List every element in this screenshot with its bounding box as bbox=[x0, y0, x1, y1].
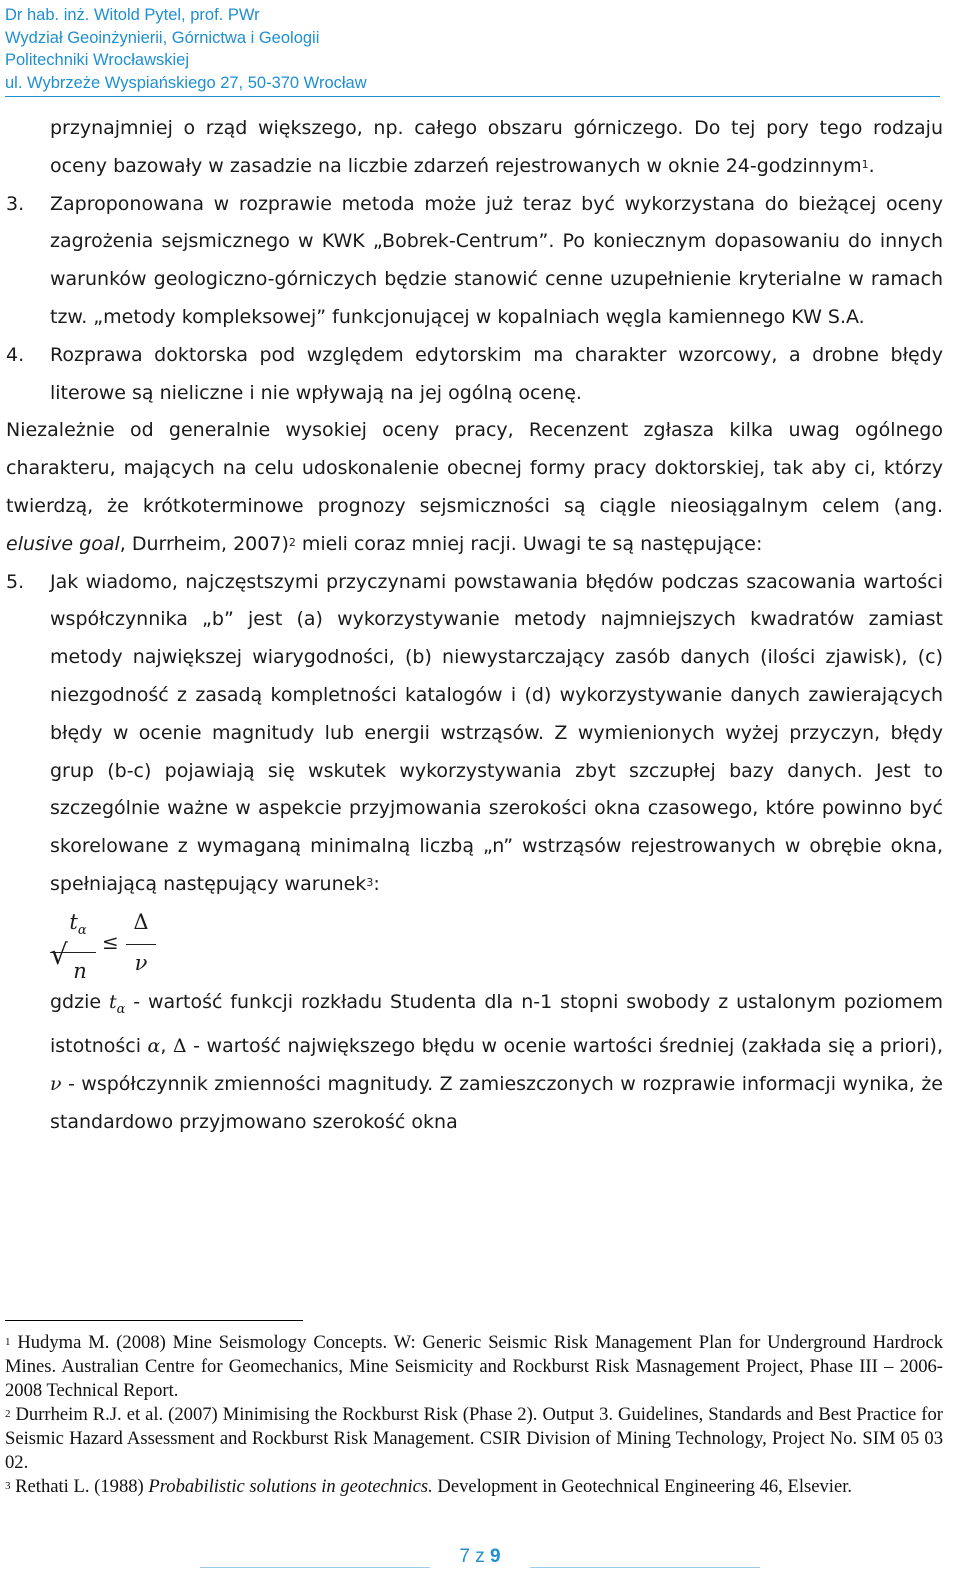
list-number: 3. bbox=[6, 192, 25, 215]
address: ul. Wybrzeże Wyspiańskiego 27, 50-370 Wrocław bbox=[5, 73, 367, 92]
general-remarks-paragraph: Niezależnie od generalnie wysokiej oceny pracy, Recenzent zgłasza kilka uwag ogólnego charakteru, mających na celu udoskonalenie obecnej formy pracy doktorskiej, tak aby ci, którzy twierdzą, że krótkoterminowe prognozy sejsmiczności są ciągle nieosiągalnym celem (ang. elusive goal, Durrheim, 2007)$^2$ mieli coraz mniej racji. Uwagi te są następujące: bbox=[6, 419, 943, 555]
list-number: 5. bbox=[6, 570, 25, 593]
inequality-formula bbox=[50, 904, 960, 984]
list-item-text: Rozprawa doktorska pod względem edytorskim ma charakter wzorcowy, a drobne błędy literowe są nieliczne i nie wpływają na jej ogólną ocenę. bbox=[50, 343, 943, 404]
faculty-name: Wydział Geoinżynierii, Górnictwa i Geologii bbox=[5, 28, 320, 47]
list-item-text: Zaproponowana w rozprawie metoda może już teraz być wykorzystana do bieżącej oceny zagrożenia sejsmicznego w KWK „Bobrek-Centrum”. Po koniecznym dopasowaniu do innych warunków geologiczno-górniczych będzie stanowić cenne uzupełnienie kryterialne w ramach tzw. „metody kompleksowej” funkcjonującej w kopalniach węgla kamiennego KW S.A. bbox=[50, 192, 943, 328]
page-number: 7 z 9 bbox=[459, 1546, 501, 1567]
formula-left-fraction: $t_\alpha$ n bbox=[50, 904, 96, 991]
formula-right-fraction: Δ ν bbox=[126, 904, 156, 983]
footnote-2: $^2$ Durrheim R.J. et al. (2007) Minimising the Rockburst Risk (Phase 2). Output 3. Guidelines, Standards and Best Practice for Seismic Hazard Assessment and Rockburst Risk Management. CSIR Division of Mining Technology, Project No. SIM 05 03 02. bbox=[5, 1404, 943, 1473]
footnote-3: $^3$ Rethati L. (1988) Probabilistic solutions in geotechnics. Development in Geotechnical Engineering 46, Elsevier. bbox=[5, 1476, 853, 1497]
university-name: Politechniki Wrocławskiej bbox=[5, 51, 190, 69]
footnote-ref[interactable]: 2 bbox=[288, 535, 296, 549]
header-divider bbox=[5, 96, 940, 97]
footnote-1: $^1$ Hudyma M. (2008) Mine Seismology Concepts. W: Generic Seismic Risk Management Plan for Underground Hardrock Mines. Australian Centre for Geomechanics, Mine Seismicity and Rockburst Risk Masnagement Project, Phase III – 2006-2008 Technical Report. bbox=[5, 1332, 943, 1401]
list-item-3 bbox=[0, 186, 960, 337]
list-item-text: Jak wiadomo, najczęstszymi przyczynami powstawania błędów podczas szacowania wartości współczynnika „b” jest (a) wykorzystywanie metody najmniejszych kwadratów zamiast metody największej wiarygodności, (b) niewystarczający zasób danych (ilości zjawisk), (c) niezgodność z zasadą kompletności katalogów i (d) wykorzystywanie danych zawierających błędy w ocenie magnitudy lub energii wstrząsów. Z wymienionych wyżej przyczyn, błędy grup (b-c) pojawiają się wskutek wykorzystywania zbyt szczupłej bazy danych. Jest to szczególnie ważne w aspekcie przyjmowania szerokości okna czasowego, które powinno być skorelowane z wymaganą minimalną liczbą „n” wstrząsów rejestrowanych w obrębie okna, spełniającą następujący warunek bbox=[50, 570, 943, 895]
footnote-ref[interactable]: 1 bbox=[861, 157, 869, 171]
list-item-5: 5. Jak wiadomo, najczęstszymi przyczynami powstawania błędów podczas szacowania wartości współczynnika „b” jest (a) wykorzystywanie metody najmniejszych kwadratów zamiast metody największej wiarygodności, (b) niewystarczający zasób danych (ilości zjawisk), (c) niezgodność z zasadą kompletności katalogów i (d) wykorzystywanie danych zawierających błędy w ocenie magnitudy lub energii wstrząsów. Z wymienionych wyżej przyczyn, błędy grup (b-c) pojawiają się wskutek wykorzystywania zbyt szczupłej bazy danych. Jest to szczególnie ważne w aspekcie przyjmowania szerokości okna czasowego, które powinno być skorelowane z wymaganą minimalną liczbą „n” wstrząsów rejestrowanych w obrębie okna, spełniającą następujący warunek$^3$: bbox=[0, 564, 960, 904]
formula-explanation: gdzie $t_\alpha$ - wartość funkcji rozkładu Studenta dla n-1 stopni swobody z ustalonym poziomem istotności α, Δ - wartość największego błędu w ocenie wartości średniej (zakłada się a priori), ν - współczynnik zmienności magnitudy. Z zamieszczonych w rozprawie informacji wynika, że standardowo przyjmowano szerokość okna bbox=[50, 990, 943, 1133]
review-body bbox=[0, 110, 960, 1142]
list-item-continuation: przynajmniej o rząd większego, np. całego obszaru górniczego. Do tej pory tego rodzaju oceny bazowały w zasadzie na liczbie zdarzeń rejestrowanych w oknie 24-godzinnym$^1$. bbox=[50, 117, 943, 177]
le-symbol: ≤ bbox=[102, 929, 119, 954]
paragraph-text: przynajmniej o rząd większego, np. całego obszaru górniczego. Do tej pory tego rodzaju oceny bazowały w zasadzie na liczbie zdarzeń rejestrowanych w oknie 24-godzinnym bbox=[50, 117, 943, 177]
letterhead bbox=[5, 4, 367, 94]
author-name: Dr hab. inż. Witold Pytel, prof. PWr bbox=[5, 6, 260, 24]
footnote-separator bbox=[5, 1320, 303, 1321]
footnote-ref[interactable]: 3 bbox=[366, 875, 374, 889]
emphasis: elusive goal bbox=[6, 532, 120, 555]
footnotes bbox=[5, 1331, 943, 1499]
list-item-4 bbox=[0, 337, 960, 413]
sqrt-symbol: √ bbox=[50, 937, 68, 971]
list-number: 4. bbox=[6, 343, 25, 366]
